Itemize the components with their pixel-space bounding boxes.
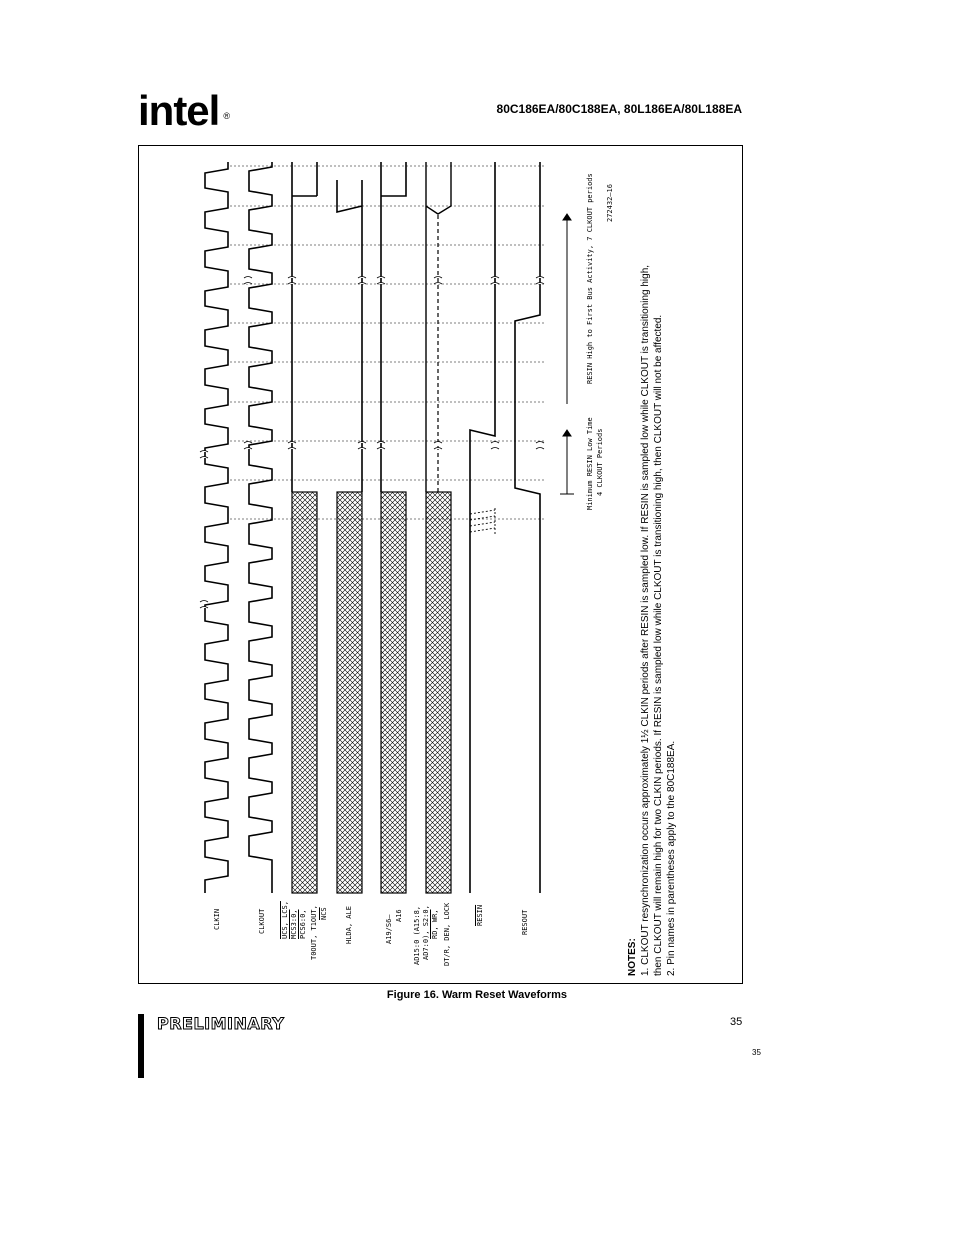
note-2: 2. Pin names in parentheses apply to the 80C188EA. bbox=[666, 740, 677, 976]
preliminary-mark: PRELIMINARY bbox=[157, 1014, 285, 1033]
label-cs-4: T0OUT, T1OUT, bbox=[310, 905, 318, 960]
label-a19-1: A19/S6– bbox=[385, 914, 393, 944]
label-clkout: CLKOUT bbox=[258, 908, 266, 934]
document-title: 80C186EA/80C188EA, 80L186EA/80L188EA bbox=[496, 102, 742, 116]
label-ad-2: AD7:0), S2:0, bbox=[422, 905, 430, 960]
revision-bar bbox=[138, 1014, 144, 1078]
label-resout: RESOUT bbox=[521, 909, 529, 935]
label-ad-1: AD15:0 (A15:8, bbox=[413, 905, 421, 965]
label-hlda: HLDA, ALE bbox=[345, 906, 353, 944]
intel-logo: intel ® bbox=[138, 87, 229, 134]
annotation-high-to-bus: RESIN High to First Bus Activity, 7 CLKOUT periods bbox=[586, 173, 594, 384]
annotation-min-low-periods: 4 CLKOUT Periods bbox=[596, 428, 604, 496]
label-ad-3: RD, WR, bbox=[431, 909, 439, 939]
label-cs-1: UCS, LCS, bbox=[281, 901, 289, 939]
label-clkin: CLKIN bbox=[213, 908, 221, 930]
label-ad-4: DT/R, DEN, LOCK bbox=[443, 902, 451, 966]
label-cs-3: PCS6:0, bbox=[299, 909, 307, 939]
note-1-line-2: then CLKOUT will remain high for two CLKIN periods. If RESIN is sampled low while CLKOUT is transitioning high, then CLKOUT will not be affected. bbox=[653, 314, 664, 976]
figure-caption: Figure 16. Warm Reset Waveforms bbox=[386, 989, 568, 1001]
notes-heading: NOTES: bbox=[627, 938, 638, 976]
label-cs-5: $\overline{NCS}$ bbox=[320, 907, 328, 920]
label-cs-2: MCS3:0, bbox=[290, 909, 298, 939]
note-1-line-1: 1. CLKOUT resynchronization occurs approximately 1½ CLKIN periods after RESIN is sampled low. If RESIN is sampled low while CLKOUT is transitioning high, bbox=[640, 264, 651, 976]
page-number-small: 35 bbox=[752, 1048, 761, 1057]
page-number: 35 bbox=[730, 1016, 743, 1028]
label-a19-2: A16 bbox=[395, 909, 403, 922]
annotation-min-low: Minimum RESIN Low Time bbox=[586, 417, 594, 510]
label-resin: RESIN bbox=[476, 904, 484, 926]
figure-id: 272432–16 bbox=[606, 184, 614, 222]
